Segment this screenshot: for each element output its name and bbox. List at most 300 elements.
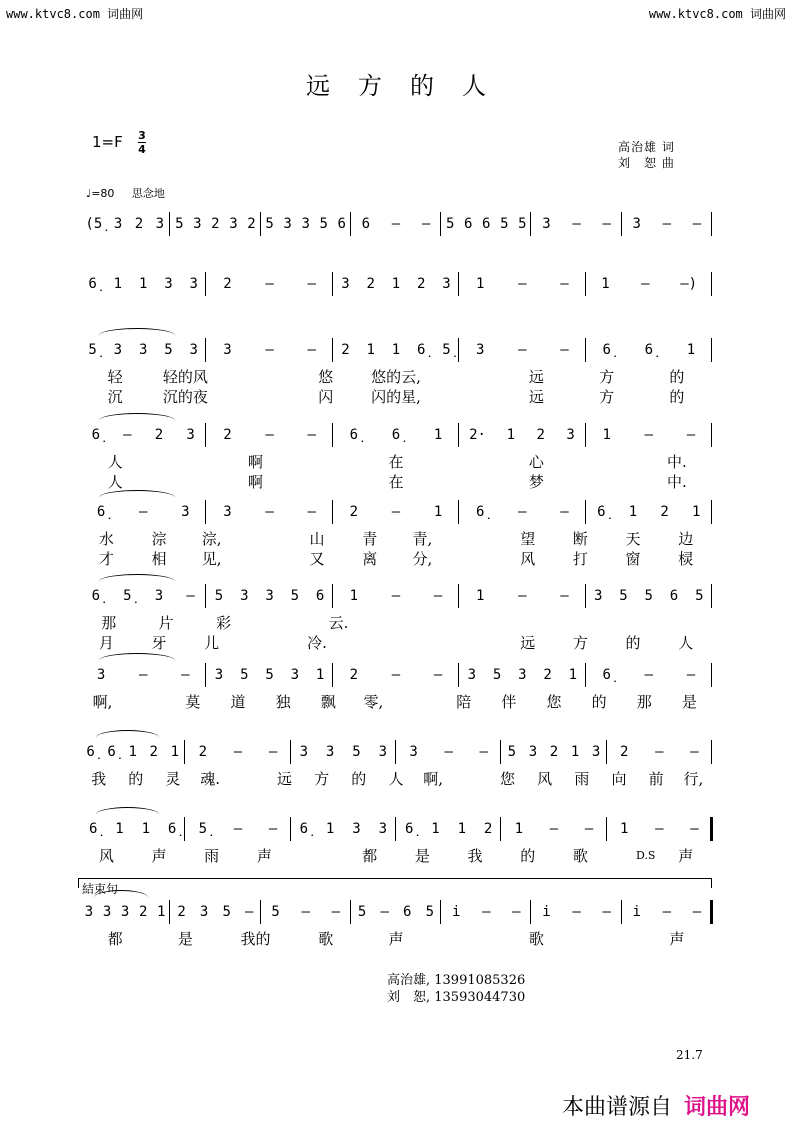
note: 2 — [483, 821, 493, 837]
lyric-syllable: 歌 — [572, 847, 588, 865]
note: – — [265, 427, 274, 443]
lyric-syllable: 飘 — [320, 693, 336, 711]
note: – — [265, 504, 274, 520]
note: 2 — [366, 276, 375, 292]
note: 1 — [325, 821, 335, 837]
note: 1 — [141, 821, 151, 837]
note: 3 — [181, 504, 190, 520]
note: 3 — [632, 216, 641, 232]
note: 5 — [518, 216, 527, 232]
note: 3 — [528, 744, 538, 760]
lyric-syllable: 歌 — [318, 930, 334, 948]
note: 5 — [492, 667, 502, 683]
note: – — [602, 216, 611, 232]
measure — [206, 272, 332, 296]
note: 3 — [591, 744, 601, 760]
note: – — [560, 588, 569, 604]
lyric-syllable: 声 — [669, 930, 685, 948]
measure — [396, 740, 501, 764]
note: 1 — [433, 504, 443, 520]
lyric-syllable: 的 — [669, 368, 685, 386]
lyric-syllable: 风 — [537, 770, 553, 788]
lyric-syllable: 见, — [201, 550, 222, 568]
note: – — [181, 667, 190, 683]
note: 5̣ — [198, 821, 208, 837]
score-row — [80, 500, 712, 524]
note: – — [233, 744, 243, 760]
note: 3 — [189, 276, 198, 292]
coda-label: 結束句 — [82, 882, 119, 896]
contact-line-2: 刘 恕, 13593044730 — [387, 990, 526, 1005]
note: 6̣ — [107, 744, 116, 760]
lyric-line-1 — [80, 768, 712, 789]
note: – — [644, 667, 653, 683]
note: 2 — [619, 744, 629, 760]
note: – — [560, 342, 569, 358]
lyric-syllable: 边 — [678, 530, 694, 548]
lyric-syllable: 远 — [520, 634, 536, 652]
note: 3 — [240, 588, 249, 604]
note: 5 — [265, 216, 274, 232]
lyric-syllable: 水 — [98, 530, 114, 548]
measure — [170, 212, 260, 236]
lyric-line-2 — [80, 632, 712, 653]
lyric-syllable — [431, 928, 501, 949]
note: – — [301, 904, 310, 920]
note: 3 — [96, 667, 106, 683]
time-signature — [138, 130, 146, 155]
note: 5 — [352, 744, 361, 760]
slur — [99, 413, 175, 422]
lyric-line-1 — [80, 845, 712, 866]
composer-credit: 刘 恕 曲 — [618, 156, 675, 170]
note: 5 — [290, 588, 300, 604]
lyric-syllable: 冷. — [307, 634, 327, 652]
note: 3 — [341, 276, 350, 292]
note: 6̣ — [404, 821, 414, 837]
lyric-syllable: 我 — [91, 770, 107, 788]
lyric-syllable: 那 — [636, 693, 652, 711]
note: – — [444, 744, 453, 760]
note: 1 — [128, 744, 137, 760]
lyric-syllable — [238, 632, 291, 653]
note: 3 — [113, 216, 123, 232]
note: 3 — [325, 744, 335, 760]
note: 5 — [507, 744, 517, 760]
lyric-syllable: 轻的风 — [162, 368, 208, 386]
lyric-syllable — [343, 632, 396, 653]
measure — [459, 272, 585, 296]
measure — [80, 212, 170, 236]
note: 1 — [113, 276, 123, 292]
note: 6̣ — [476, 504, 485, 520]
measure — [80, 423, 206, 447]
note: – — [123, 427, 132, 443]
note: 3 — [120, 904, 130, 920]
lyric-syllable: 在 — [388, 453, 404, 471]
note: 6 — [337, 216, 346, 232]
measure — [80, 740, 185, 764]
measure — [80, 663, 206, 687]
slur — [99, 653, 175, 662]
lyric-syllable: 棂 — [678, 550, 694, 568]
measure — [206, 338, 332, 362]
lyric-syllable: 魂. — [200, 770, 220, 788]
note: 5 — [164, 342, 173, 358]
measure — [607, 817, 712, 841]
note: – — [572, 904, 581, 920]
dal-segno-marking: D.S — [636, 849, 656, 862]
note: – — [391, 667, 401, 683]
note: – — [602, 904, 611, 920]
lyric-syllable: 雨 — [204, 847, 220, 865]
lyric-syllable: 闪的星, — [371, 388, 421, 406]
barline — [711, 423, 712, 447]
lyric-syllable: 歌 — [528, 930, 544, 948]
lyric-syllable: 悠 — [318, 368, 334, 386]
note: 6 — [463, 216, 473, 232]
note: 5̣ — [123, 588, 132, 604]
note: 1 — [691, 504, 701, 520]
measure — [206, 663, 332, 687]
source-site: 词曲网 — [684, 1095, 751, 1120]
note: 6̣ — [299, 821, 309, 837]
note: 6̣ — [602, 667, 611, 683]
score-row — [80, 272, 712, 296]
note: 5 — [265, 667, 274, 683]
barline — [711, 663, 712, 687]
note: 3 — [290, 667, 300, 683]
measure — [531, 900, 621, 924]
note: – — [518, 588, 527, 604]
lyric-syllable: 云. — [328, 614, 349, 632]
lyric-syllable — [252, 612, 309, 633]
note: 1 — [138, 276, 148, 292]
note: – — [690, 744, 699, 760]
lyric-syllable: 的 — [128, 770, 144, 788]
lyric-syllable: 我 — [467, 847, 483, 865]
slur — [99, 490, 175, 499]
note: 2 — [417, 276, 426, 292]
final-barline — [710, 900, 713, 924]
note: 5 — [240, 667, 249, 683]
lyric-syllable: 远 — [528, 388, 544, 406]
lyric-syllable: 道 — [230, 693, 246, 711]
tempo-value: ♩=80 — [86, 187, 115, 200]
note: –) — [680, 276, 698, 292]
note: 6̣ — [417, 342, 426, 358]
score-row — [80, 212, 712, 236]
note: 3 — [283, 216, 292, 232]
lyric-syllable: 的 — [351, 770, 367, 788]
note: – — [549, 821, 559, 837]
lyric-syllable: 轻 — [107, 368, 123, 386]
key-signature: 1=F — [92, 133, 123, 151]
note: – — [391, 504, 401, 520]
note: 3 — [442, 276, 451, 292]
lyric-syllable: 声 — [678, 847, 694, 865]
note: 3 — [186, 427, 195, 443]
note: 3 — [301, 216, 310, 232]
lyric-syllable — [572, 451, 642, 472]
lyric-syllable: 是 — [681, 693, 697, 711]
lyric-syllable: 相 — [151, 550, 167, 568]
lyric-syllable: 心 — [528, 453, 544, 471]
measure — [459, 338, 585, 362]
lyric-syllable: 的 — [669, 388, 685, 406]
note: 2 — [223, 276, 232, 292]
lyric-syllable: 的 — [591, 693, 607, 711]
lyric-syllable: 彩 — [216, 614, 232, 632]
note: 3 — [476, 342, 485, 358]
note: 6 — [403, 904, 412, 920]
note: 1 — [156, 904, 166, 920]
note: – — [380, 904, 389, 920]
coda-bracket — [78, 878, 712, 879]
lyric-syllable: 人 — [678, 634, 694, 652]
lyric-syllable: 在 — [388, 473, 404, 491]
note: 6̣ — [91, 427, 101, 443]
lyric-syllable — [291, 845, 344, 866]
measure — [441, 212, 531, 236]
note: 2 — [177, 904, 186, 920]
note: – — [655, 744, 664, 760]
lyric-syllable — [452, 768, 489, 789]
lyric-syllable — [572, 928, 642, 949]
note: 5 — [619, 588, 628, 604]
lyric-syllable — [540, 612, 597, 633]
lyric-syllable: 月 — [98, 634, 114, 652]
source-prefix: 本曲谱源自 — [562, 1095, 673, 1120]
lyric-syllable — [220, 386, 290, 407]
note: i — [632, 904, 641, 920]
note: 5 — [695, 588, 704, 604]
lyric-syllable: 风 — [520, 550, 536, 568]
note: 1 — [476, 276, 485, 292]
lyric-syllable: 远 — [528, 368, 544, 386]
measure — [333, 663, 459, 687]
note: 5 — [214, 588, 224, 604]
measure — [206, 584, 332, 608]
note: 1 — [686, 342, 696, 358]
lyric-syllable: 闪 — [318, 388, 334, 406]
note: 1 — [433, 427, 443, 443]
lyric-syllable — [125, 691, 170, 712]
lyric-syllable: 远 — [276, 770, 292, 788]
lyric-syllable — [431, 366, 501, 387]
lyric-syllable: 沉 — [107, 388, 123, 406]
lyric-syllable: 断 — [572, 530, 588, 548]
note: – — [560, 504, 569, 520]
measure — [80, 500, 206, 524]
note: – — [265, 276, 274, 292]
score-row — [80, 817, 712, 841]
lyric-syllable — [238, 548, 291, 569]
note: 1 — [568, 667, 578, 683]
note: 1 — [619, 821, 629, 837]
lyric-syllable: 声 — [256, 847, 272, 865]
barline — [711, 272, 712, 296]
measure — [622, 212, 712, 236]
note: 1 — [601, 276, 610, 292]
note: – — [686, 667, 696, 683]
note: – — [479, 744, 488, 760]
measure — [586, 500, 712, 524]
lyric-syllable: 陪 — [456, 693, 472, 711]
lyric-syllable — [597, 612, 654, 633]
lyric-syllable — [396, 691, 441, 712]
measure — [333, 338, 459, 362]
note: 3 — [352, 821, 361, 837]
lyric-syllable: 儿 — [204, 634, 220, 652]
lyric-syllable — [396, 632, 449, 653]
note: 2 — [549, 744, 559, 760]
note: 5 — [425, 904, 435, 920]
lyric-syllable: 淙, — [201, 530, 222, 548]
measure — [586, 338, 712, 362]
lyric-syllable: 梦 — [528, 473, 544, 491]
slur — [99, 574, 175, 583]
barline — [711, 584, 712, 608]
note: 3 — [223, 504, 232, 520]
note: 1 — [431, 821, 440, 837]
lyric-syllable: 零, — [363, 693, 384, 711]
note: 3 — [229, 216, 238, 232]
note: 1 — [115, 821, 124, 837]
note: – — [518, 342, 527, 358]
lyric-syllable: 向 — [611, 770, 627, 788]
note: 3 — [84, 904, 94, 920]
lyric-syllable — [572, 471, 642, 492]
lyric-syllable: 分, — [412, 550, 433, 568]
measure — [333, 500, 459, 524]
note: 1 — [602, 427, 611, 443]
measure — [80, 338, 206, 362]
note: 6̣ — [602, 342, 611, 358]
lyric-syllable: 方 — [572, 634, 588, 652]
lyric-syllable: 风 — [98, 847, 114, 865]
measure — [333, 423, 459, 447]
lyric-syllable: 片 — [158, 614, 174, 632]
note: 2 — [134, 216, 144, 232]
note: – — [268, 744, 278, 760]
contact-line-1: 高治雄, 13991085326 — [387, 973, 526, 988]
measure — [185, 817, 290, 841]
note: – — [186, 588, 195, 604]
note: 5 — [271, 904, 280, 920]
song-title: 远方的人 — [306, 72, 514, 100]
lyric-syllable: 中. — [666, 473, 687, 491]
lyric-line-1 — [80, 366, 712, 387]
lyric-syllable: 声 — [151, 847, 167, 865]
note: 6̣ — [96, 504, 106, 520]
note: 2 — [247, 216, 256, 232]
note: 2 — [198, 744, 208, 760]
note: 3 — [189, 342, 198, 358]
measure — [586, 663, 712, 687]
slur — [99, 328, 175, 337]
note: 3 — [409, 744, 418, 760]
note: – — [584, 821, 594, 837]
note: 6̣ — [88, 276, 97, 292]
lyric-syllable: 是 — [414, 847, 430, 865]
measure — [441, 900, 531, 924]
measure — [351, 212, 441, 236]
tempo-marking — [86, 185, 165, 201]
note: 6 — [315, 588, 325, 604]
note: – — [662, 216, 672, 232]
lyric-syllable — [449, 548, 502, 569]
measure — [333, 584, 459, 608]
lyric-syllable — [150, 471, 220, 492]
site-watermark-right: www.ktvc8.com 词曲网 — [648, 7, 786, 21]
note: 2 — [349, 504, 359, 520]
lyric-syllable: 人 — [107, 453, 123, 471]
lyric-line-1 — [80, 691, 712, 712]
page-number: 21.7 — [676, 1048, 703, 1062]
note: 3 — [193, 216, 202, 232]
note: 6̣ — [88, 821, 98, 837]
lyric-syllable: 牙 — [151, 634, 167, 652]
measure — [586, 584, 712, 608]
lyric-syllable — [150, 451, 220, 472]
lyric-syllable: 啊 — [248, 473, 264, 491]
note: 2 — [223, 427, 232, 443]
lyric-syllable — [431, 451, 501, 472]
lyric-syllable: 您 — [546, 693, 562, 711]
lyric-syllable: 方 — [314, 770, 330, 788]
note: 2 — [138, 904, 148, 920]
note: 3 — [467, 667, 477, 683]
note: 1 — [457, 821, 467, 837]
lyric-syllable: 方 — [599, 388, 615, 406]
note: – — [518, 276, 527, 292]
lyric-syllable — [229, 768, 266, 789]
note: – — [268, 821, 278, 837]
note: – — [233, 821, 243, 837]
lyric-line-2 — [80, 548, 712, 569]
lyric-line-2 — [80, 386, 712, 407]
measure — [261, 212, 351, 236]
measure — [586, 423, 712, 447]
note: – — [307, 342, 316, 358]
measure — [80, 900, 170, 924]
note: – — [644, 427, 653, 443]
note: 3 — [518, 667, 527, 683]
lyric-syllable: 行, — [683, 770, 704, 788]
lyric-line-2 — [80, 471, 712, 492]
note: – — [560, 276, 569, 292]
measure — [531, 212, 621, 236]
note: – — [692, 216, 702, 232]
lyric-syllable: 人 — [388, 770, 404, 788]
lyric-syllable: 又 — [309, 550, 325, 568]
note: 2 — [149, 744, 158, 760]
lyric-line-1 — [80, 928, 712, 949]
lyric-syllable: 我的 — [240, 930, 271, 948]
note: 1 — [349, 588, 359, 604]
coda-bracket-left — [78, 878, 79, 888]
note: 3 — [594, 588, 603, 604]
lyric-syllable: 是 — [177, 930, 193, 948]
note: – — [245, 904, 254, 920]
note: 5̣ — [442, 342, 451, 358]
lyric-syllable: 青 — [362, 530, 378, 548]
note: 2 — [154, 427, 164, 443]
barline — [711, 212, 712, 236]
note: 2 — [536, 427, 545, 443]
coda-bracket-right — [711, 878, 712, 888]
